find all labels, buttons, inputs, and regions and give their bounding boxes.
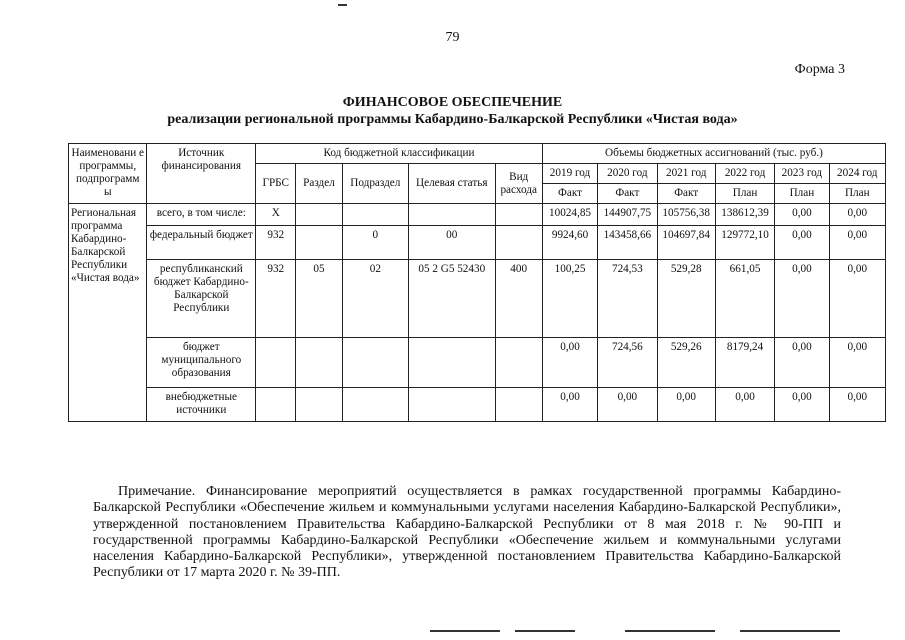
table-row [69,338,886,388]
target-cell [409,338,496,388]
value-cell: 724,53 [598,260,657,338]
value-cell: 104697,84 [657,226,715,260]
value-cell: 10024,85 [542,204,597,226]
vid-cell: 400 [495,260,542,338]
podrazdel-cell [342,388,408,422]
header-year: 2024 год [829,164,885,184]
value-cell: 144907,75 [598,204,657,226]
scan-artifact [740,630,840,632]
scan-artifact [338,4,347,6]
source-cell: внебюджетные источники [147,388,256,422]
podrazdel-cell [342,204,408,226]
note-paragraph [93,484,841,582]
header-type: Факт [657,184,715,204]
header-type: План [829,184,885,204]
value-cell: 0,00 [715,388,774,422]
value-cell: 0,00 [829,204,885,226]
razdel-cell [296,226,342,260]
target-cell: 00 [409,226,496,260]
grbs-cell: X [256,204,296,226]
target-cell [409,204,496,226]
header-podrazdel: Подраздел [342,164,408,204]
value-cell: 100,25 [542,260,597,338]
value-cell: 529,26 [657,338,715,388]
header-vid: Вид расхода [495,164,542,204]
value-cell: 0,00 [775,388,829,422]
podrazdel-cell: 0 [342,226,408,260]
header-year: 2023 год [775,164,829,184]
scan-artifact [625,630,715,632]
value-cell: 0,00 [775,260,829,338]
grbs-cell: 932 [256,260,296,338]
header-volumes: Объемы бюджетных ассигнований (тыс. руб.) [542,144,885,164]
value-cell: 105756,38 [657,204,715,226]
value-cell: 724,56 [598,338,657,388]
value-cell: 0,00 [775,204,829,226]
value-cell: 529,28 [657,260,715,338]
value-cell: 0,00 [829,260,885,338]
header-type: Факт [542,184,597,204]
scan-artifact [430,630,500,632]
value-cell: 0,00 [598,388,657,422]
header-type: Факт [598,184,657,204]
value-cell: 138612,39 [715,204,774,226]
header-program-name: Наименовани е программы, подпрограмм ы [69,144,147,204]
value-cell: 0,00 [829,338,885,388]
value-cell: 0,00 [542,338,597,388]
table-row [69,226,886,260]
value-cell: 0,00 [829,226,885,260]
table-row [69,260,886,338]
header-target: Целевая статья [409,164,496,204]
razdel-cell [296,388,342,422]
source-cell: бюджет муниципального образования [147,338,256,388]
table-row [69,204,886,226]
header-grbs: ГРБС [256,164,296,204]
program-name-cell: Региональная программа Кабардино-Балкарской Республики «Чистая вода» [69,204,147,422]
grbs-cell: 932 [256,226,296,260]
value-cell: 0,00 [657,388,715,422]
header-year: 2020 год [598,164,657,184]
scan-artifact [515,630,575,632]
header-razdel: Раздел [296,164,342,204]
vid-cell [495,338,542,388]
financing-table [68,143,886,422]
header-year: 2019 год [542,164,597,184]
page-number: 79 [445,30,460,45]
source-cell: республиканский бюджет Кабардино-Балкарской Республики [147,260,256,338]
note-text: Примечание. Финансирование мероприятий осуществляется в рамках государственной программы Кабардино-Балкарской Республики «Обеспечение жильем и коммунальными услугами населения Кабардино-Балкарской Республики», утвержденной постановлением Правительства Кабардино-Балкарской Республики от 8 мая 2018 г. № 90-ПП и государственной программы Кабардино-Балкарской Республики «Обеспечение жильем и коммунальными услугами населения Кабардино-Балкарской Республики», утвержденной постановлением Правительства Кабардино-Балкарской Республики от 17 марта 2020 г. № 39-ПП. [93,484,841,581]
header-year: 2022 год [715,164,774,184]
document-title [0,94,905,128]
vid-cell [495,388,542,422]
header-source: Источник финансирования [147,144,256,204]
vid-cell [495,204,542,226]
header-budget-code: Код бюджетной классификации [256,144,543,164]
razdel-cell [296,204,342,226]
source-cell: всего, в том числе: [147,204,256,226]
header-type: План [775,184,829,204]
header-type: План [715,184,774,204]
podrazdel-cell: 02 [342,260,408,338]
target-cell: 05 2 G5 52430 [409,260,496,338]
value-cell: 0,00 [829,388,885,422]
razdel-cell: 05 [296,260,342,338]
grbs-cell [256,338,296,388]
grbs-cell [256,388,296,422]
title-line-1: ФИНАНСОВОЕ ОБЕСПЕЧЕНИЕ [342,95,563,110]
value-cell: 8179,24 [715,338,774,388]
form-label: Форма 3 [794,62,845,77]
table-header-row-1 [69,144,886,164]
podrazdel-cell [342,338,408,388]
value-cell: 143458,66 [598,226,657,260]
vid-cell [495,226,542,260]
value-cell: 0,00 [775,226,829,260]
razdel-cell [296,338,342,388]
value-cell: 0,00 [775,338,829,388]
value-cell: 661,05 [715,260,774,338]
title-line-2: реализации региональной программы Кабардино-Балкарской Республики «Чистая вода» [167,112,738,127]
target-cell [409,388,496,422]
source-cell: федеральный бюджет [147,226,256,260]
table-row [69,388,886,422]
header-year: 2021 год [657,164,715,184]
value-cell: 0,00 [542,388,597,422]
value-cell: 9924,60 [542,226,597,260]
value-cell: 129772,10 [715,226,774,260]
